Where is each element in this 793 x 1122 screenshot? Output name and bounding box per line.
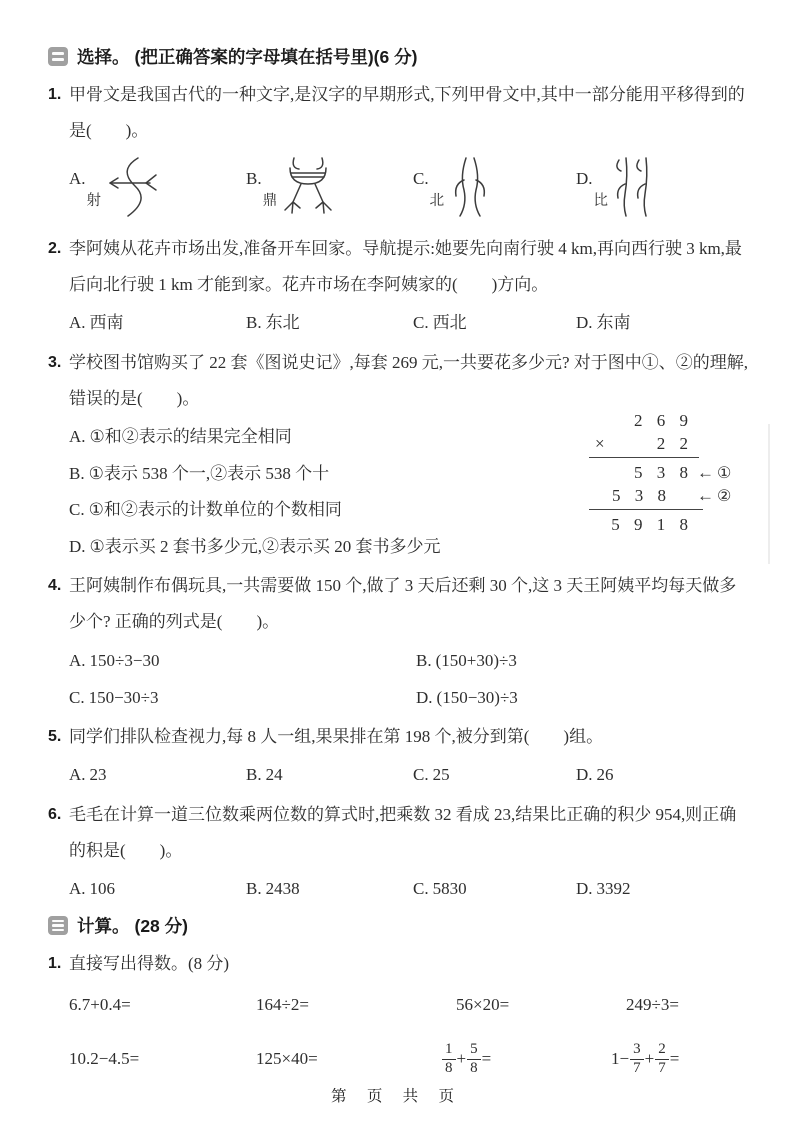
option-text: (150+30)÷3 [435,651,517,670]
option-character: 北 [429,193,445,209]
question-4-options [48,642,749,716]
option-label: D. [416,688,433,707]
fraction-denominator: 8 [442,1059,456,1077]
option-text: ①和②表示的计数单位的个数相同 [88,500,342,519]
fraction-numerator: 3 [633,1041,641,1058]
section-two-lines-badge-icon [48,47,68,66]
rule-line [589,509,703,510]
calc-row-1 [48,982,749,1028]
option-text: 西北 [432,313,467,332]
calc-subsection-number: 1. [48,955,62,972]
option-label: A. [69,169,86,188]
fraction-denominator: 7 [630,1059,644,1077]
circled-one-label: ① [717,464,732,482]
option-text: 24 [265,765,283,784]
option-label: D. [69,536,86,556]
section-choice-title: 选择。 [77,47,130,67]
times-sign: × [595,433,605,453]
section-calc-subtitle: (28 分) [134,916,188,936]
question-1-option-d [576,156,749,218]
option-label: A. [69,765,86,784]
section-calc-title: 计算。 [77,916,130,936]
plus-sign: + [456,1049,467,1068]
question-6-options [48,871,749,907]
partial-product-2: 5 3 8 [612,485,671,505]
calc-item: 164÷2= [256,995,309,1014]
question-4-option-d [416,679,749,716]
option-text: 25 [432,765,450,784]
oracle-figures-side-by-side-icon [611,156,657,218]
fraction-numerator: 5 [470,1041,478,1058]
question-5-text: 同学们排队检查视力,每 8 人一组,果果排在第 198 个,被分到第( )组。 [69,727,604,746]
question-1-option-c [413,156,576,218]
question-3-text: 学校图书馆购买了 22 套《图说史记》,每套 269 元,一共要花多少元? 对于图中①、②的理解,错误的是( )。 [69,353,749,408]
plus-sign: + [644,1049,655,1068]
question-4-text: 王阿姨制作布偶玩具,一共需要做 150 个,做了 3 天后还剩 30 个,这 3 天王阿姨平均每天做多少个? 正确的列式是( )。 [69,576,737,631]
option-label: A. [69,651,86,670]
calc-item: 6.7+0.4= [69,995,131,1014]
question-2-option-d [576,305,749,341]
question-3-block [48,345,749,565]
option-character: 鼎 [262,193,278,209]
option-label: A. [69,879,86,898]
partial-product-1: 5 3 8 [634,462,693,482]
question-2-option-b [246,305,413,341]
oracle-figures-back-to-back-icon [447,156,493,218]
question-6-option-d [576,871,749,907]
option-text: 东南 [596,313,631,332]
question-4 [48,568,749,640]
option-label: C. [69,688,85,707]
equals-sign: = [669,1049,680,1068]
question-6-option-c [413,871,576,907]
question-5-option-b [246,757,413,793]
option-label: B. [246,169,262,188]
option-text: ①表示 538 个一,②表示 538 个十 [88,463,330,483]
question-6-text: 毛毛在计算一道三位数乘两位数的算式时,把乘数 32 看成 23,结果比正确的积少 954,则正确的积是( )。 [69,805,737,860]
calc-subsection-text: 直接写出得数。(8 分) [69,954,230,973]
question-4-option-c [69,679,416,716]
calc-item-fraction-expression [441,1041,611,1077]
question-5-option-c [413,757,576,793]
question-6-option-a [69,871,246,907]
question-2 [48,231,749,303]
question-5-option-d [576,757,749,793]
option-label: B. [246,879,262,898]
circled-two-label: ② [717,487,732,505]
option-character: 射 [86,193,102,209]
option-label: B. [246,765,262,784]
question-3-number: 3. [48,354,62,371]
option-label: D. [576,169,593,188]
option-label: A. [69,313,86,332]
oracle-cauldron-icon [280,156,336,218]
multiplication-figure [589,409,747,536]
question-6-option-b [246,871,413,907]
question-5-option-a [69,757,246,793]
option-label: A. [69,427,86,446]
option-text: 东北 [265,313,300,332]
option-text: ①和②表示的结果完全相同 [89,427,292,446]
question-2-text: 李阿姨从花卉市场出发,准备开车回家。导航提示:她要先向南行驶 4 km,再向西行驶 3 km,最后向北行驶 1 km 才能到家。花卉市场在李阿姨家的( )方向。 [69,239,742,294]
equals-sign: = [481,1049,492,1068]
option-text: 23 [89,765,107,784]
section-header-calc [48,913,749,938]
option-label: B. [416,651,432,670]
question-2-option-a [69,305,246,341]
multiplier: 2 2 [656,433,693,453]
question-5-options [48,757,749,793]
question-1-number: 1. [48,86,62,103]
fraction [467,1041,481,1077]
question-4-number: 4. [48,577,62,594]
fraction-numerator: 1 [445,1041,453,1058]
option-label: C. [413,879,429,898]
option-text: ①表示买 2 套书多少元,②表示买 20 套书多少元 [89,536,441,556]
scan-artifact-line [768,424,770,564]
option-label: D. [576,313,593,332]
oracle-bow-arrow-icon [104,156,162,218]
question-6 [48,797,749,869]
option-text: 5830 [432,879,467,898]
question-4-option-b [416,642,749,679]
fraction-numerator: 2 [658,1041,666,1058]
question-1-text: 甲骨文是我国古代的一种文字,是汉字的早期形式,下列甲骨文中,其中一部分能用平移得到的是( )。 [69,85,745,140]
section-three-lines-badge-icon [48,916,68,935]
calc-row-2 [48,1032,749,1086]
fraction [442,1041,456,1077]
option-character: 比 [593,193,609,209]
question-1-option-b [246,156,413,218]
arrow-left-icon: ← [697,462,714,482]
question-1-option-a [69,156,246,218]
calc-item: 56×20= [456,995,510,1014]
option-label: C. [413,765,429,784]
leading-term: 1− [611,1049,630,1068]
option-label: B. [246,313,262,332]
question-2-option-c [413,305,576,341]
question-3 [48,345,749,417]
final-product: 5 9 1 8 [611,514,693,534]
option-text: 26 [596,765,614,784]
option-text: (150−30)÷3 [436,688,518,707]
calc-item: 10.2−4.5= [69,1049,140,1068]
option-text: 150−30÷3 [88,688,159,707]
option-label: D. [576,879,593,898]
rule-line [589,457,699,458]
multiplicand: 2 6 9 [634,410,693,430]
fraction-denominator: 7 [655,1059,669,1077]
option-label: B. [69,463,85,483]
fraction-denominator: 8 [467,1059,481,1077]
fraction [655,1041,669,1077]
question-1 [48,77,749,149]
page-footer: 第 页 共 页 [331,1088,462,1105]
question-2-number: 2. [48,240,62,257]
option-label: C. [413,313,429,332]
calc-item: 125×40= [256,1049,318,1068]
option-label: C. [69,500,85,519]
question-1-options [48,151,749,223]
calc-subsection-1 [48,946,749,982]
question-2-options [48,305,749,341]
option-text: 西南 [89,313,124,332]
question-5-number: 5. [48,728,62,745]
section-choice-subtitle: (把正确答案的字母填在括号里)(6 分) [134,47,418,67]
calc-item-fraction-expression [611,1041,749,1077]
option-text: 2438 [265,879,300,898]
option-label: D. [576,765,593,784]
question-5 [48,719,749,755]
option-text: 106 [89,879,116,898]
fraction [630,1041,644,1077]
question-6-number: 6. [48,806,62,823]
option-text: 150÷3−30 [89,651,160,670]
question-4-option-a [69,642,416,679]
section-header-choice [48,44,749,69]
arrow-left-icon: ← [697,485,714,505]
option-label: C. [413,169,429,188]
calc-item: 249÷3= [626,995,679,1014]
option-text: 3392 [596,879,631,898]
